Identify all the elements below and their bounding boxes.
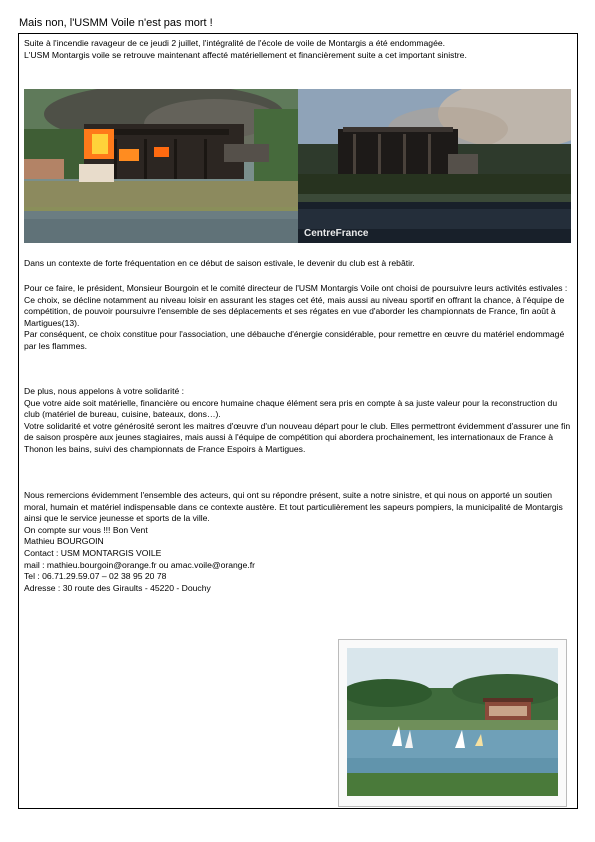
intro-line-2: L'USM Montargis voile se retrouve maintenant affecté matériellement et financièrement suite a cet important sinistre. [24,49,467,60]
intro-line-1: Suite à l'incendie ravageur de ce jeudi 2 juillet, l'intégralité de l'école de voile de Montargis a été endommagée. [24,38,446,48]
context-text: Dans un contexte de forte fréquentation en ce début de saison estivale, le devenir du club est à rebâtir. [24,258,415,268]
fire-photo-right [298,89,571,243]
contact-org: Contact : USM MONTARGIS VOILE [24,547,162,558]
contact-address: Adresse : 30 route des Giraults - 45220 - Douchy [24,582,211,593]
choice-paragraph [24,283,572,353]
intro-text [24,38,572,61]
contact-phone: Tel : 06.71.29.59.07 – 02 38 95 20 78 [24,571,167,582]
thanks-text: Nous remercions évidemment l'ensemble des acteurs, qui ont su répondre présent, suite a notre sinistre, et qui nous on apporté un soutien moral, humain et matériel indispensable dans ce contexte austère. Et tout particulièrement les sapeurs pompiers, la municipalité de Montargis ainsi que le service jeunesse et sports de la ville. [24,490,563,524]
solidarity-line-3: Votre solidarité et votre générosité seront les maitres d'œuvre d'un nouveau départ pour le club. Elles permettront évidemment d'assurer une fin de saison prospère aux jeunes stagiaires, mais aussi à l'équipe de compétition qui abordera prochainement, les internationaux de France à Thonon les bains, suivi des championnats de France Espoirs à Martigues. [24,420,571,454]
fire-photo-left [24,89,298,243]
choice-line-2: Ce choix, se décline notamment au niveau loisir en assurant les stages cet été, mais aussi au niveau sportif en offrant la chance, à l'équipe de compétition, de pouvoir poursuivre l'ensemble de ses déplacements et ses régates en vue d'aborder les championnats de France, fin août à Martigues(13). [24,294,565,328]
choice-line-3: Par conséquent, ce choix constitue pour l'association, une débauche d'énergie considérable, pour remettre en œuvre du matériel endommagé par les flammes. [24,329,565,351]
signature-name: Mathieu BOURGOIN [24,536,104,547]
signoff-text: On compte sur vous !!! Bon Vent [24,524,148,535]
solidarity-paragraph [24,386,572,456]
solidarity-line-1: De plus, nous appelons à votre solidarité : [24,386,185,396]
context-paragraph [24,258,572,270]
club-postcard [338,639,567,807]
club-postcard-image [347,648,558,796]
thanks-paragraph [24,490,572,594]
contact-mail: mail : mathieu.bourgoin@orange.fr ou amac.voile@orange.fr [24,559,255,570]
page-title: Mais non, l'USMM Voile n'est pas mort ! [19,17,213,29]
solidarity-line-2: Que votre aide soit matérielle, financière ou encore humaine chaque élément sera pris en compte à sa juste valeur pour la reconstruction du club (matériel de bureau, cuisine, bateaux, dons…). [24,397,558,420]
fire-photo-left-image [24,89,298,243]
fire-photo-right-image [298,89,571,243]
photo-watermark: CentreFrance [304,228,369,239]
choice-line-1: Pour ce faire, le président, Monsieur Bourgoin et le comité directeur de l'USM Montargis Voile ont choisi de poursuivre leurs activités estivales : [24,283,568,293]
